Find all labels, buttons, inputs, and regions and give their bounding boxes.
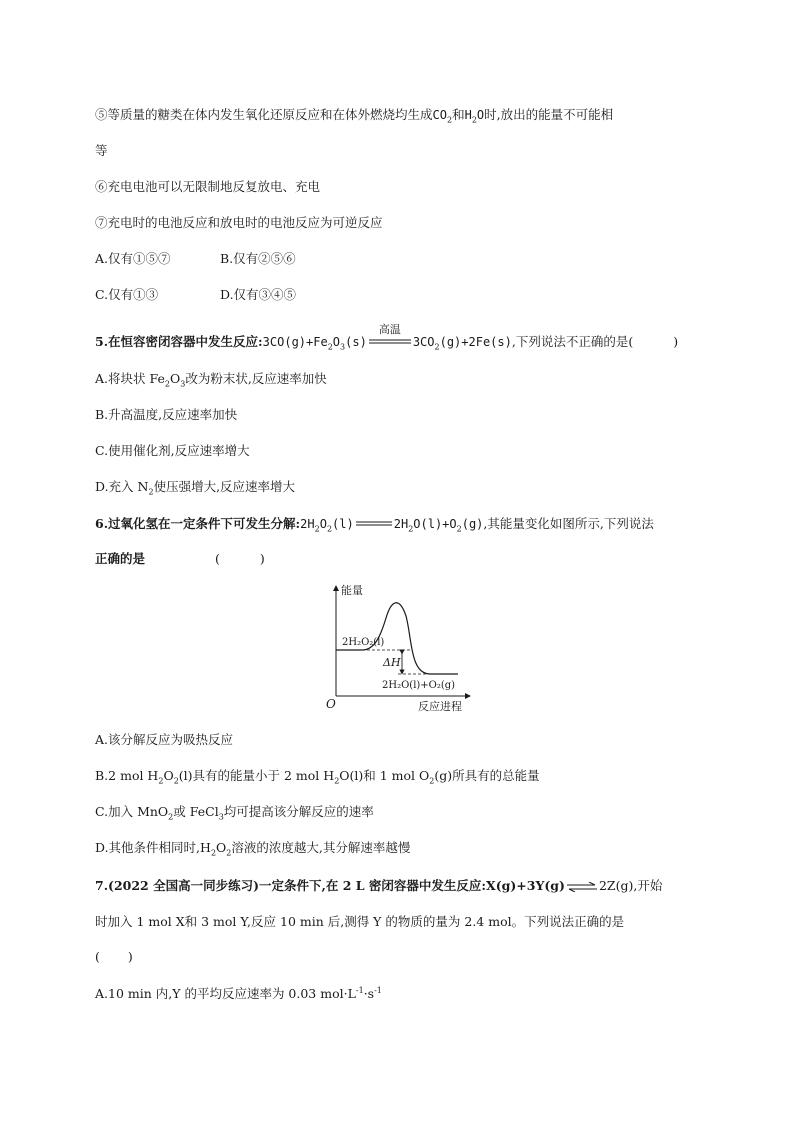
q6-option-d[interactable]: D.其他条件相同时$,H_2O_2$溶液的浓度越大,其分解速率越慢 xyxy=(95,840,411,858)
statement-7: ⑦充电时的电池反应和放电时的电池反应为可逆反应 xyxy=(95,215,383,230)
reactant-label: 2H₂O₂(l) xyxy=(342,637,385,648)
q4-option-c[interactable]: C.仅有①③ xyxy=(95,287,159,302)
x-axis-label: 反应进程 xyxy=(418,700,462,713)
y-axis-label: 能量 xyxy=(341,584,363,597)
q5-option-b[interactable]: B.升高温度,反应速率加快 xyxy=(95,407,238,422)
q6-stem-line-2: 正确的是 ( ) xyxy=(95,551,265,566)
statement-5: ⑤等质量的糖类在体内发生氧化还原反应和在体外燃烧均生成$CO_2$和$H_2O$时,放出的能量不可能相 xyxy=(95,107,614,125)
q5-option-a[interactable]: A.将块状 $Fe_2O_3$改为粉末状,反应速率加快 xyxy=(95,371,327,389)
statement-5-continuation: 等 xyxy=(95,143,108,158)
q4-option-d[interactable]: D.仅有③④⑤ xyxy=(220,287,297,302)
q4-options-row-1 xyxy=(95,250,296,268)
origin-label: O xyxy=(326,697,336,711)
q6-stem: 6.过氧化氢在一定条件下可发生分解$:2H_2O_2(l)$ $2H_2O(l)+O_2(g)$,其能量变化如图所示,下列说法 xyxy=(95,516,654,534)
q7-option-a[interactable]: A.10 min 内,Y 的平均反应速率为 0.03 $mol\cdot L^{-1}\cdot s^{-1}$ xyxy=(95,985,382,1001)
q7-stem-line-2: 时加入 1 mol X和 3 mol Y,反应 10 min 后,测得 Y 的物质的量为 2.4 mol。下列说法正确的是 xyxy=(95,914,625,929)
q7-stem: 7.(2022 全国高一同步练习)一定条件下,在 2 L 密闭容器中发生反应:X(g)+3Y(g) 2Z(g),开始 xyxy=(95,878,663,893)
delta-h-label: ΔH xyxy=(383,656,401,669)
q6-option-a[interactable]: A.该分解反应为吸热反应 xyxy=(95,732,234,747)
equilibrium-arrow xyxy=(567,880,597,894)
q4-options-row-2 xyxy=(95,286,296,304)
q5-option-c[interactable]: C.使用催化剂,反应速率增大 xyxy=(95,443,250,458)
reaction-arrow-high-temp: 高温 xyxy=(378,322,401,336)
q4-option-b[interactable]: B.仅有②⑤⑥ xyxy=(220,251,296,266)
reaction-arrow xyxy=(356,518,392,532)
q6-option-c[interactable]: C.加入 MnO$_2$或 FeCl$_3$均可提高该分解反应的速率 xyxy=(95,804,374,822)
q6-option-b[interactable]: B.2 mol $H_2O_2(l)$具有的能量小于 2 mol $H_2O(l)$和 1 mol $O_2(g)$所具有的总能量 xyxy=(95,768,540,786)
q5-option-d[interactable]: D.充入 $N_2$使压强增大,反应速率增大 xyxy=(95,479,296,497)
product-label: 2H₂O(l)+O₂(g) xyxy=(382,680,456,691)
q7-answer-blank: ( ) xyxy=(95,949,133,964)
q4-option-a[interactable]: A.仅有①⑤⑦ xyxy=(95,251,171,266)
statement-6: ⑥充电电池可以无限制地反复放电、充电 xyxy=(95,179,321,194)
q5-stem: 5.在恒容密闭容器中发生反应$:3CO(g)+Fe_2O_3(s)$ 高温 $3CO_2(g)+2Fe(s)$,下列说法不正确的是( ) xyxy=(95,322,679,352)
energy-diagram xyxy=(322,578,472,716)
